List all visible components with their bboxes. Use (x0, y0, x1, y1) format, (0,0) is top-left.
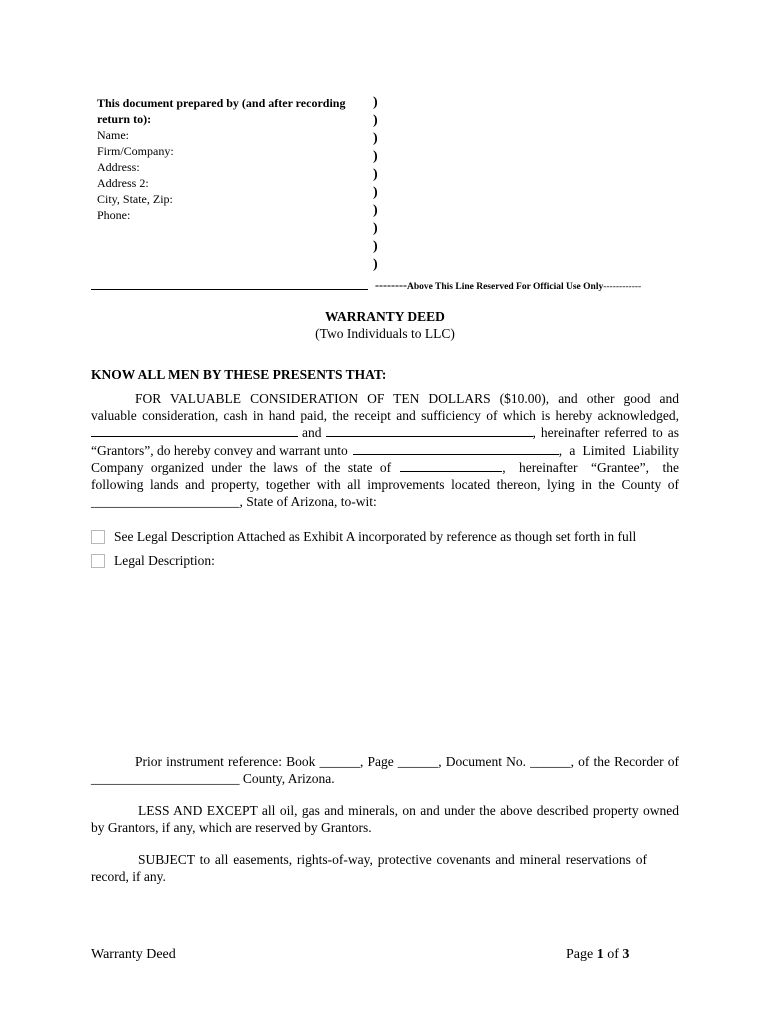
document-subtitle: (Two Individuals to LLC) (315, 326, 455, 341)
official-use-trail-dashes: ------------ (603, 282, 642, 292)
consideration-line5 (91, 459, 679, 477)
consideration-line4 (91, 442, 679, 460)
bracket-paren: ) (373, 257, 378, 272)
consideration-line4-tail: , a Limited Liability (558, 442, 679, 458)
consideration-line2: valuable consideration, cash in hand paid, the receipt and sufficiency of which is hereby acknowledged, (91, 407, 679, 423)
preparer-block (97, 95, 367, 223)
footer-page-total: 3 (622, 947, 630, 962)
prior-instrument-line1: Prior instrument reference: Book ______, Page ______, Document No. ______, of the Recorder of (135, 754, 679, 769)
footer-of-word: of (607, 947, 619, 962)
exhibit-a-label: See Legal Description Attached as Exhibit A incorporated by reference as though set forth in full (114, 529, 637, 544)
preparer-phone-label: Phone: (97, 208, 131, 222)
grantee-name-blank[interactable] (353, 442, 559, 455)
bracket-paren: ) (373, 221, 378, 236)
subject-to-paragraph (91, 852, 647, 885)
bracket-paren: ) (373, 95, 378, 110)
consideration-line5-head: Company organized under the laws of the state of (91, 460, 392, 476)
footer-page-current: 1 (596, 947, 604, 962)
preparer-heading-line2: return to): (97, 112, 152, 126)
bracket-paren: ) (373, 149, 378, 164)
consideration-paragraph (91, 391, 679, 510)
consideration-line5-tail: , hereinafter “Grantee”, the (502, 460, 679, 476)
footer-page-number (566, 947, 629, 963)
legal-description-checkbox[interactable] (91, 554, 105, 568)
prior-instrument-paragraph (91, 754, 679, 787)
preparer-heading-line1: This document prepared by (and after recording (97, 96, 346, 110)
know-all-heading: KNOW ALL MEN BY THESE PRESENTS THAT: (91, 367, 387, 382)
grantor2-name-blank[interactable] (326, 424, 533, 437)
consideration-line4-head: “Grantors”, do hereby convey and warrant unto (91, 442, 348, 458)
less-except-paragraph (91, 803, 679, 836)
bracket-paren: ) (373, 167, 378, 182)
footer-doc-name: Warranty Deed (91, 947, 176, 962)
bracket-paren: ) (373, 239, 378, 254)
official-use-notice (375, 278, 641, 293)
preparer-firm-label: Firm/Company: (97, 144, 174, 158)
consideration-line3 (91, 424, 679, 442)
legal-description-option[interactable] (91, 553, 215, 569)
subject-to-line1: SUBJECT to all easements, rights-of-way, protective covenants and mineral reservations of (138, 852, 647, 867)
bracket-paren: ) (373, 185, 378, 200)
state-blank[interactable] (400, 459, 502, 472)
bracket-paren: ) (373, 203, 378, 218)
preparer-address-label: Address: (97, 160, 140, 174)
consideration-line3-tail: , hereinafter referred to as (532, 425, 679, 441)
grantor1-name-blank[interactable] (91, 424, 298, 437)
official-use-lead-dashes: -------- (375, 278, 407, 292)
bracket-column (373, 94, 385, 274)
footer-page-word: Page (566, 947, 594, 962)
document-title: WARRANTY DEED (325, 309, 445, 324)
preparer-city-state-zip-label: City, State, Zip: (97, 192, 173, 206)
bracket-paren: ) (373, 113, 378, 128)
recording-divider-line (91, 289, 368, 290)
legal-description-label: Legal Description: (114, 553, 215, 568)
exhibit-a-option[interactable] (91, 529, 636, 545)
less-except-line2: by Grantors, if any, which are reserved by Grantors. (91, 819, 372, 835)
preparer-name-label: Name: (97, 128, 129, 142)
exhibit-a-checkbox[interactable] (91, 530, 105, 544)
consideration-line7: ______________________, State of Arizona, to-wit: (91, 493, 377, 509)
consideration-line6: following lands and property, together with all improvements located thereon, lying in the County of (91, 476, 679, 492)
less-except-line1: LESS AND EXCEPT all oil, gas and minerals, on and under the above described property owned (138, 803, 679, 818)
bracket-paren: ) (373, 131, 378, 146)
consideration-line1: FOR VALUABLE CONSIDERATION OF TEN DOLLARS ($10.00), and other good and (135, 391, 679, 406)
and-word: and (302, 425, 322, 441)
prior-instrument-line2: ______________________ County, Arizona. (91, 770, 335, 786)
preparer-address2-label: Address 2: (97, 176, 149, 190)
official-use-label: Above This Line Reserved For Official Use Only (406, 282, 604, 292)
subject-to-line2: record, if any. (91, 868, 166, 884)
